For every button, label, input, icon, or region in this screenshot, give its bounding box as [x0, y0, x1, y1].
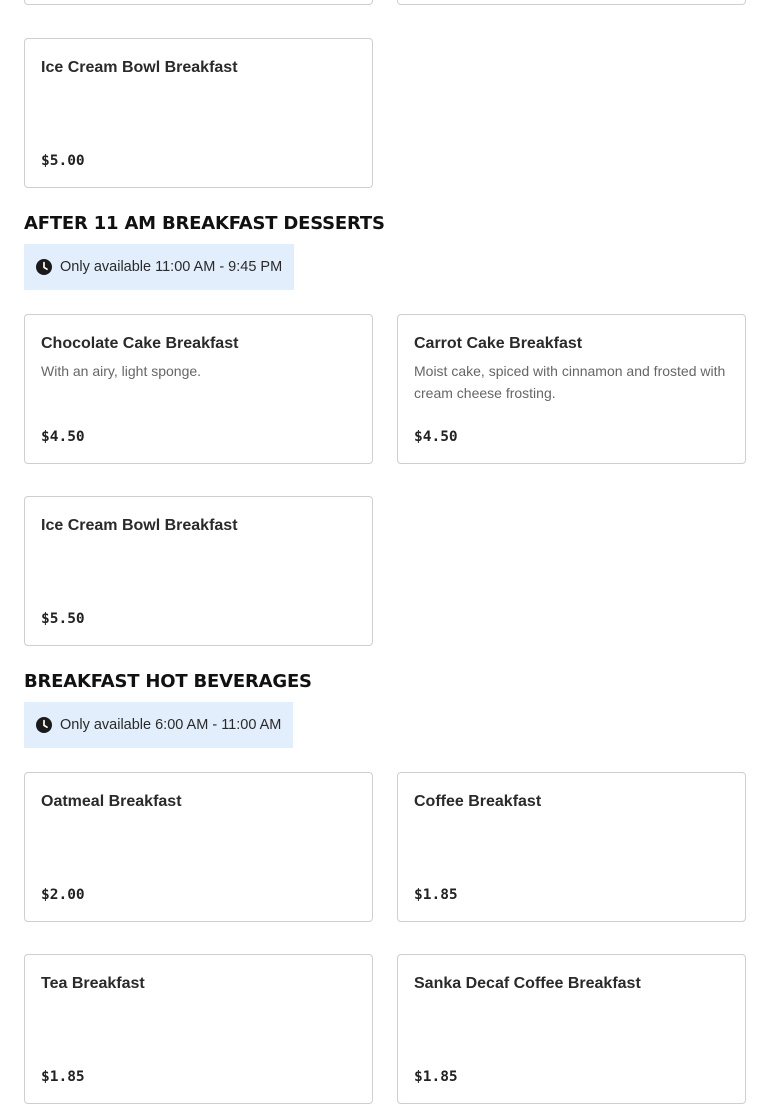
menu-item-name: Oatmeal Breakfast — [41, 793, 182, 810]
menu-item-card[interactable] — [397, 314, 746, 464]
menu-item-name: Carrot Cake Breakfast — [414, 335, 583, 352]
menu-item-card[interactable] — [397, 0, 746, 5]
menu-item-name: Ice Cream Bowl Breakfast — [41, 59, 238, 76]
menu-item-name: Ice Cream Bowl Breakfast — [41, 517, 238, 534]
clock-icon — [36, 259, 52, 275]
menu-item-price: $5.00 — [41, 153, 85, 169]
menu-item-description: With an airy, light sponge. — [41, 363, 202, 379]
menu-item-price: $1.85 — [41, 1069, 85, 1085]
menu-item-card[interactable] — [24, 38, 373, 188]
menu-item-card[interactable] — [397, 772, 746, 922]
menu-item-price: $4.50 — [414, 429, 458, 445]
menu-item-card[interactable] — [24, 954, 373, 1104]
menu-item-description: Moist cake, spiced with cinnamon and frosted with cream cheese frosting. — [414, 363, 726, 401]
menu-item-name: Coffee Breakfast — [414, 793, 542, 810]
section-title-hot-beverages: BREAKFAST HOT BEVERAGES — [24, 671, 312, 692]
menu-item-card[interactable] — [24, 314, 373, 464]
section-title-desserts: AFTER 11 AM BREAKFAST DESSERTS — [24, 213, 385, 234]
availability-badge — [24, 244, 294, 290]
menu-item-price: $1.85 — [414, 887, 458, 903]
clock-icon — [36, 717, 52, 733]
menu-item-price: $1.85 — [414, 1069, 458, 1085]
availability-badge — [24, 702, 293, 748]
menu-item-price: $4.50 — [41, 429, 85, 445]
menu-item-card[interactable] — [24, 772, 373, 922]
availability-text: Only available 11:00 AM - 9:45 PM — [60, 259, 283, 275]
menu-item-name: Sanka Decaf Coffee Breakfast — [414, 975, 641, 992]
menu-item-name: Chocolate Cake Breakfast — [41, 335, 239, 352]
availability-text: Only available 6:00 AM - 11:00 AM — [60, 717, 282, 733]
menu-item-price: $2.00 — [41, 887, 85, 903]
menu-item-price: $5.50 — [41, 611, 85, 627]
menu-item-card[interactable] — [24, 0, 373, 5]
menu-item-card[interactable] — [24, 496, 373, 646]
menu-item-name: Tea Breakfast — [41, 975, 145, 992]
menu-item-card[interactable] — [397, 954, 746, 1104]
